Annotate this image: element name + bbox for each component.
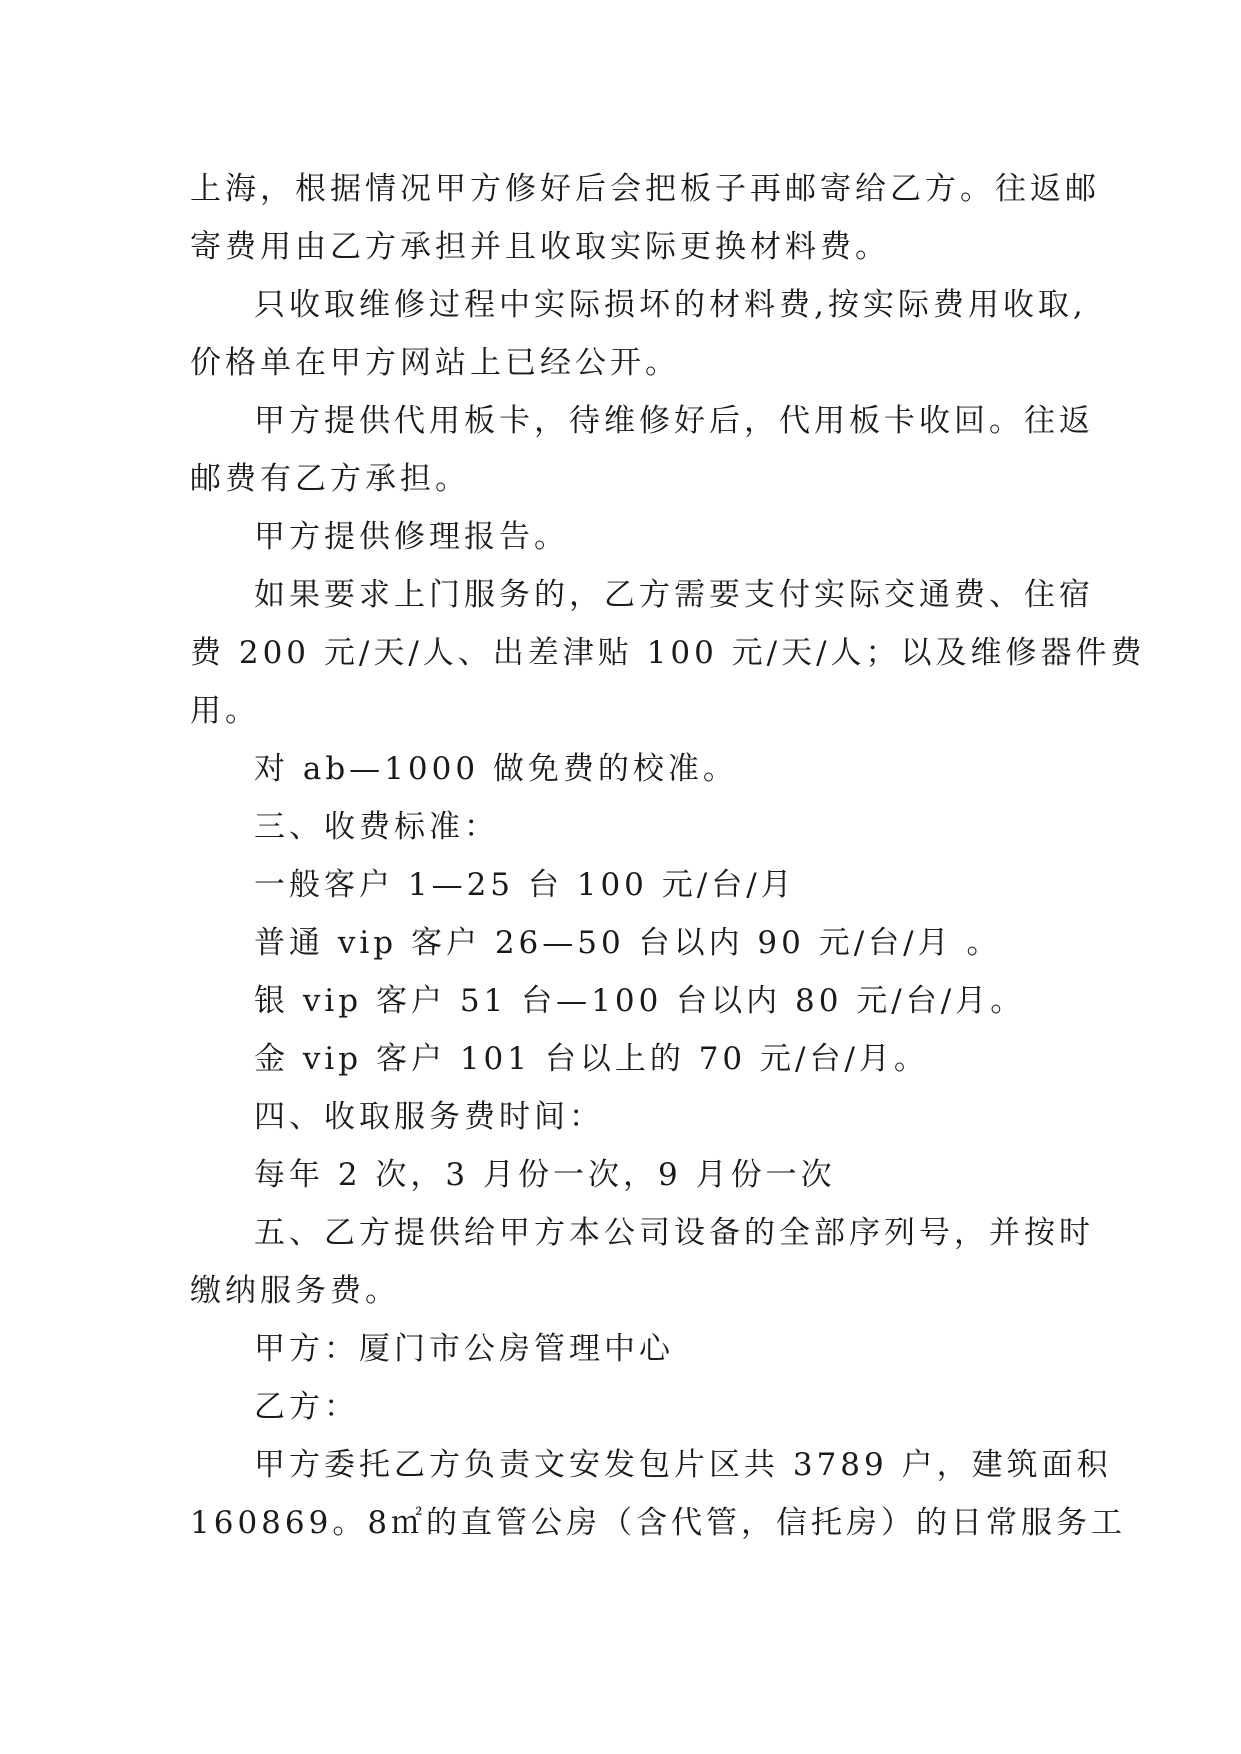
text-line: 一般客户 1—25 台 100 元/台/月 <box>254 867 796 903</box>
text-line: 寄费用由乙方承担并且收取实际更换材料费。 <box>190 229 890 265</box>
section-heading: 五、乙方提供给甲方本公司设备的全部序列号，并按时 <box>254 1215 1094 1251</box>
text-line: 甲方委托乙方负责文安发包片区共 3789 户，建筑面积 <box>254 1447 1112 1483</box>
text-line: 用。 <box>190 693 260 729</box>
section-heading: 四、收取服务费时间： <box>254 1099 604 1135</box>
text-line: 如果要求上门服务的，乙方需要支付实际交通费、住宿 <box>254 577 1094 613</box>
text-line: 只收取维修过程中实际损坏的材料费,按实际费用收取, <box>254 287 1087 323</box>
section-heading: 三、收费标准： <box>254 809 499 845</box>
text-line: 甲方提供代用板卡，待维修好后，代用板卡收回。往返 <box>254 403 1094 439</box>
text-line: 邮费有乙方承担。 <box>190 461 470 497</box>
party-b-line: 乙方： <box>254 1389 359 1425</box>
text-line: 上海，根据情况甲方修好后会把板子再邮寄给乙方。往返邮 <box>190 171 1100 207</box>
text-line: 对 ab—1000 做免费的校准。 <box>254 751 738 787</box>
party-a-line: 甲方：厦门市公房管理中心 <box>254 1331 674 1367</box>
text-line: 普通 vip 客户 26—50 台以内 90 元/台/月 。 <box>254 925 1002 961</box>
document-body <box>190 160 1146 1552</box>
text-line: 费 200 元/天/人、出差津贴 100 元/天/人；以及维修器件费 <box>190 635 1146 671</box>
text-line: 每年 2 次，3 月份一次，9 月份一次 <box>254 1157 836 1193</box>
text-line: 甲方提供修理报告。 <box>254 519 569 555</box>
text-line: 银 vip 客户 51 台—100 台以内 80 元/台/月。 <box>254 983 1026 1019</box>
text-line: 160869。8㎡的直管公房（含代管，信托房）的日常服务工 <box>190 1505 1127 1541</box>
text-line: 金 vip 客户 101 台以上的 70 元/台/月。 <box>254 1041 929 1077</box>
text-line: 价格单在甲方网站上已经公开。 <box>190 345 680 381</box>
text-line: 缴纳服务费。 <box>190 1273 400 1309</box>
